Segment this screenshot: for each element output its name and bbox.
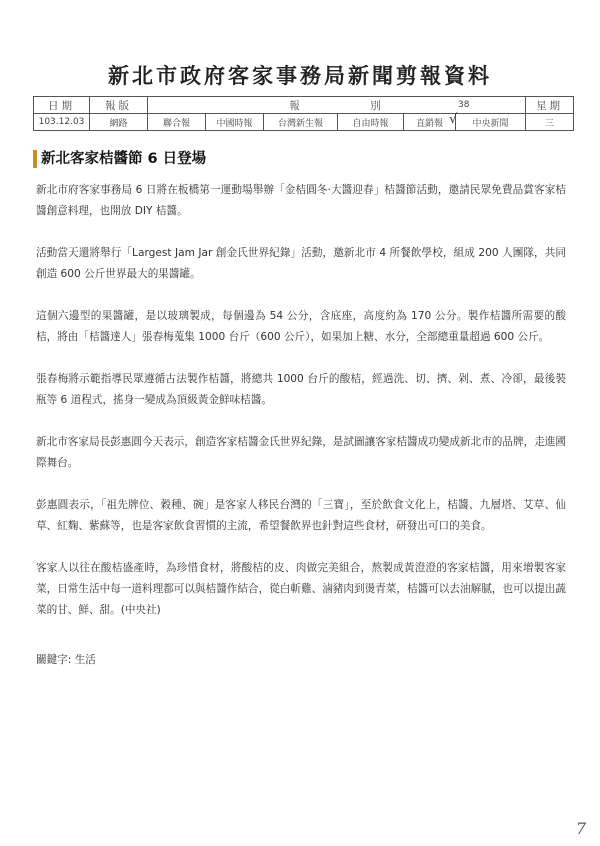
- keyword-line: 關鍵字: 生活: [36, 654, 96, 666]
- paper-cna: 中央新聞: [456, 114, 526, 131]
- paragraph: 張春梅將示範指導民眾遵循古法製作桔醬，將總共 1000 台斤的酸桔，經過洗、切、擠、剁、煮、冷卻，最後裝瓶等 6 道程式，搖身一變成為頂級黃金鮮味桔醬。: [36, 373, 566, 406]
- check-mark-icon: √: [449, 112, 458, 127]
- paragraph: 新北市府客家事務局 6 日將在板橋第一運動場舉辦「金桔圓冬‧大醬迎春」桔醬節活動，邀請民眾免費品賞客家桔醬創意料理，也開放 DIY 桔醬。: [36, 184, 566, 217]
- clipping-info-table: [33, 96, 574, 131]
- paragraph: 客家人以往在酸桔盛產時，為珍惜食材，將酸桔的皮、肉做完美組合，熬製成黃澄澄的客家桔醬，用來增製客家菜，日常生活中每一道料理都可以與桔醬作結合，從白斬雞、滷豬肉到燙青菜，桔醬可以去油解膩，也可以提出蔬菜的甘、鮮、甜。(中央社): [36, 562, 566, 616]
- paper-chinatimes: 中國時報: [206, 114, 264, 131]
- paper-udn: 聯合報: [148, 114, 206, 131]
- paragraph: 活動當天還將舉行「Largest Jam Jar 創金氏世界紀錄」活動，邀新北市 4 所餐飲學校，組成 200 人團隊，共同創造 600 公斤世界最大的果醬罐。: [36, 247, 566, 280]
- article-body: [36, 180, 566, 642]
- paragraph: 這個六邊型的果醬罐，是以玻璃製成，每個邊為 54 公分，含底座，高度約為 170 公分。製作桔醬所需要的酸桔，將由「桔醬達人」張春梅蒐集 1000 台斤（600 公斤），如果加上糖、水分，全部總重量超過 600 公斤。: [36, 310, 566, 343]
- weekday-value: 三: [526, 114, 574, 131]
- page-number: 7: [575, 819, 586, 838]
- edition-header: 報版: [90, 97, 148, 114]
- paper-direct: 直銷報: [404, 114, 456, 131]
- paper-liberty: 自由時報: [338, 114, 404, 131]
- paper-xinsheng: 台灣新生報: [264, 114, 338, 131]
- document-title: 新北市政府客家事務局新聞剪報資料: [108, 63, 492, 88]
- handwritten-note: 38: [458, 100, 470, 110]
- paragraph: 彭惠圓表示，「祖先牌位、穀種、碗」是客家人移民台灣的「三寶」，至於飲食文化上，桔醬、九層塔、艾草、仙草、紅麴、紫蘇等，也是客家飲食習慣的主流，希望餐飲界也針對這些食材，研發出可口的美食。: [36, 499, 566, 532]
- date-value: 103.12.03: [34, 114, 90, 131]
- date-header: 日期: [34, 97, 90, 114]
- edition-value: 網路: [90, 114, 148, 131]
- newspaper-header: 報 別: [148, 97, 526, 114]
- weekday-header: 星期: [526, 97, 574, 114]
- article-headline: 新北客家桔醬節 6 日登場: [41, 151, 207, 167]
- paragraph: 新北市客家局長彭惠圓今天表示，創造客家桔醬金氏世界紀錄，是試圖讓客家桔醬成功變成新北市的品牌，走進國際舞台。: [36, 436, 566, 469]
- headline-accent-bar: [33, 150, 37, 168]
